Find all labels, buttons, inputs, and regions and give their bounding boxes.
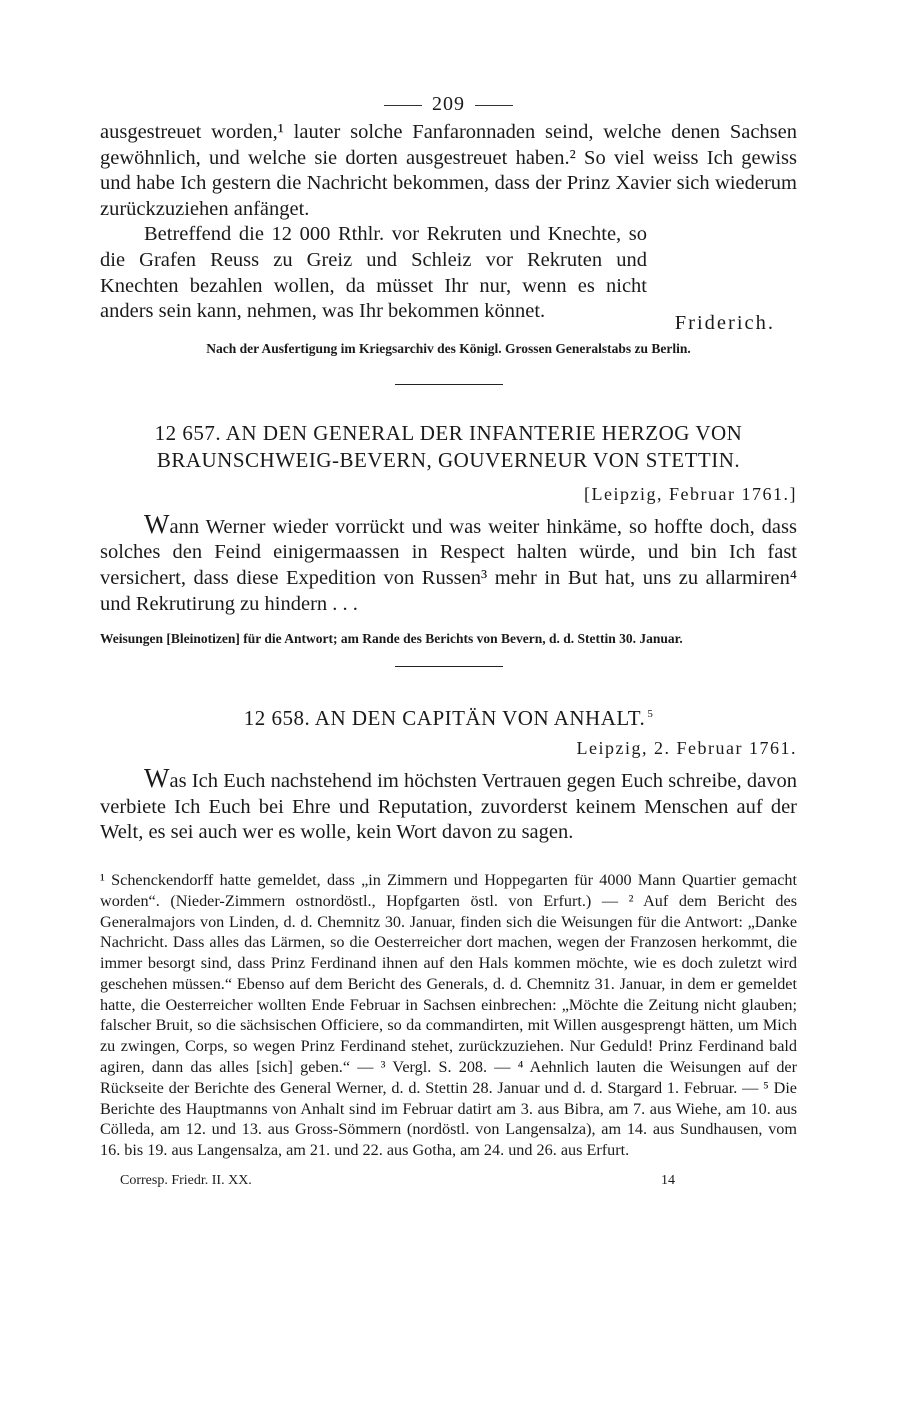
page-number-dash-right (475, 105, 513, 106)
letter-prev-closing (100, 222, 797, 334)
letter-heading-text: 12 658. AN DEN CAPITÄN VON ANHALT. (243, 706, 646, 731)
letter-body-text: ann Werner wieder vorrückt und was weiter hinkäme, so hoffte doch, dass solches den Feind einigermaassen in Respect halten würde, und bin Ich fast versichert, dass diese Expedition von Russen³ mehr in But hat, uns zu allarmiren⁴ und Rekrutirung zu hindern . . . (100, 515, 797, 615)
letter-heading (100, 705, 797, 732)
section-divider (395, 384, 503, 385)
letter-heading: 12 657. AN DEN GENERAL DER INFANTERIE HERZOG VON BRAUNSCHWEIG-BEVERN, GOUVERNEUR VON STETTIN. (154, 420, 743, 472)
letter-body (100, 508, 797, 617)
drop-initial: W (144, 508, 170, 539)
section-divider (395, 666, 503, 667)
signature: Friderich. (674, 311, 775, 334)
source-note: Weisungen [Bleinotizen] für die Antwort; am Rande des Berichts von Bevern, d. d. Stettin 30. Januar. (100, 631, 683, 647)
footnote-marker: 5 (647, 708, 654, 721)
page-number-dash-left (384, 105, 422, 106)
source-note: Nach der Ausfertigung im Kriegsarchiv des Königl. Grossen Generalstabs zu Berlin. (206, 340, 691, 356)
letter-dateline: [Leipzig, Februar 1761.] (584, 483, 797, 504)
page-number-text: 209 (432, 93, 465, 115)
footnotes: ¹ Schenckendorff hatte gemeldet, dass „in Zimmern und Hoppegarten für 4000 Mann Quartier gemacht worden“. (Nieder-Zimmern ostnordöstl., Hopfgarten östl. von Erfurt.) — ² Auf dem Bericht des Generalmajors von Linden, d. d. Chemnitz 30. Januar, finden sich die Weisungen für die Antwort: „Danke Nachricht. Dass alles das Lärmen, so die Oesterreicher dort machen, wegen der Franzosen herkommt, die immer besorgt sind, dass Prinz Ferdinand ihnen auf den Hals kommen möchte, wie es doch zuletzt wird geschehen müssen.“ Ebenso auf dem Bericht des Generals, d. d. Chemnitz 31. Januar, in dem er gemeldet hatte, die Oesterreicher wollten Ende Februar in Sachsen einbrechen: „Möchte die Zeitung nicht glauben; falscher Bruit, so die sächsischen Officiere, so da commandirten, mit Willen ausgesprengt hätten, um Mich zu zwingen, Corps, so wegen Prinz Ferdinand stehet, zurückzuziehen. Nur Geduld! Prinz Ferdinand bald agiren, dann das alles [sich] geben.“ — ³ Vergl. S. 208. — ⁴ Aehnlich lauten die Weisungen auf der Rückseite der Berichte des General Werner, d. d. Stettin 28. Januar und d. d. Stargard 1. Februar. — ⁵ Die Berichte des Hauptmanns von Anhalt sind im Februar datirt am 3. aus Bibra, am 7. aus Wiehe, am 10. aus Cölleda, am 12. und 13. aus Gross-Sömmern (nordöstl. von Langensalza), am 14. aus Sundhausen, vom 16. bis 19. aus Langensalza, am 21. und 22. aus Gotha, am 24. und 26. aus Erfurt. (100, 870, 797, 1160)
signature-mark: 14 (661, 1173, 675, 1189)
letter-body (100, 763, 797, 846)
letter-prev-paragraph-1: ausgestreuet worden,¹ lauter solche Fanfaronnaden seind, welche denen Sachsen gewöhnlich, und welche sie dorten ausgestreuet haben.² So viel weiss Ich gewiss und habe Ich gestern die Nachricht bekommen, dass der Prinz Xavier sich wiederum zurückzuziehen anfänget. (100, 121, 797, 220)
page-footer (100, 1173, 797, 1189)
drop-initial: W (144, 763, 170, 794)
letter-dateline: Leipzig, 2. Februar 1761. (576, 738, 797, 759)
document-page (100, 88, 797, 1189)
page-number (100, 88, 797, 120)
letter-prev-paragraph-2: Betreffend die 12 000 Rthlr. vor Rekruten und Knechte, so die Grafen Reuss zu Greiz und Schleiz vor Rekruten und Knechten bezahlen wollen, da müsset Ihr nur, wenn es nicht anders sein kann, nehmen, was Ihr bekommen könnet. (100, 223, 647, 323)
letter-body-text: as Ich Euch nachstehend im höchsten Vertrauen gegen Euch schreibe, davon verbiete Ich Euch bei Ehre und Reputation, zuvorderst keinem Menschen auf der Welt, es sei auch wer es wolle, kein Wort davon zu sagen. (100, 770, 797, 844)
footer-citation: Corresp. Friedr. II. XX. (120, 1173, 252, 1189)
